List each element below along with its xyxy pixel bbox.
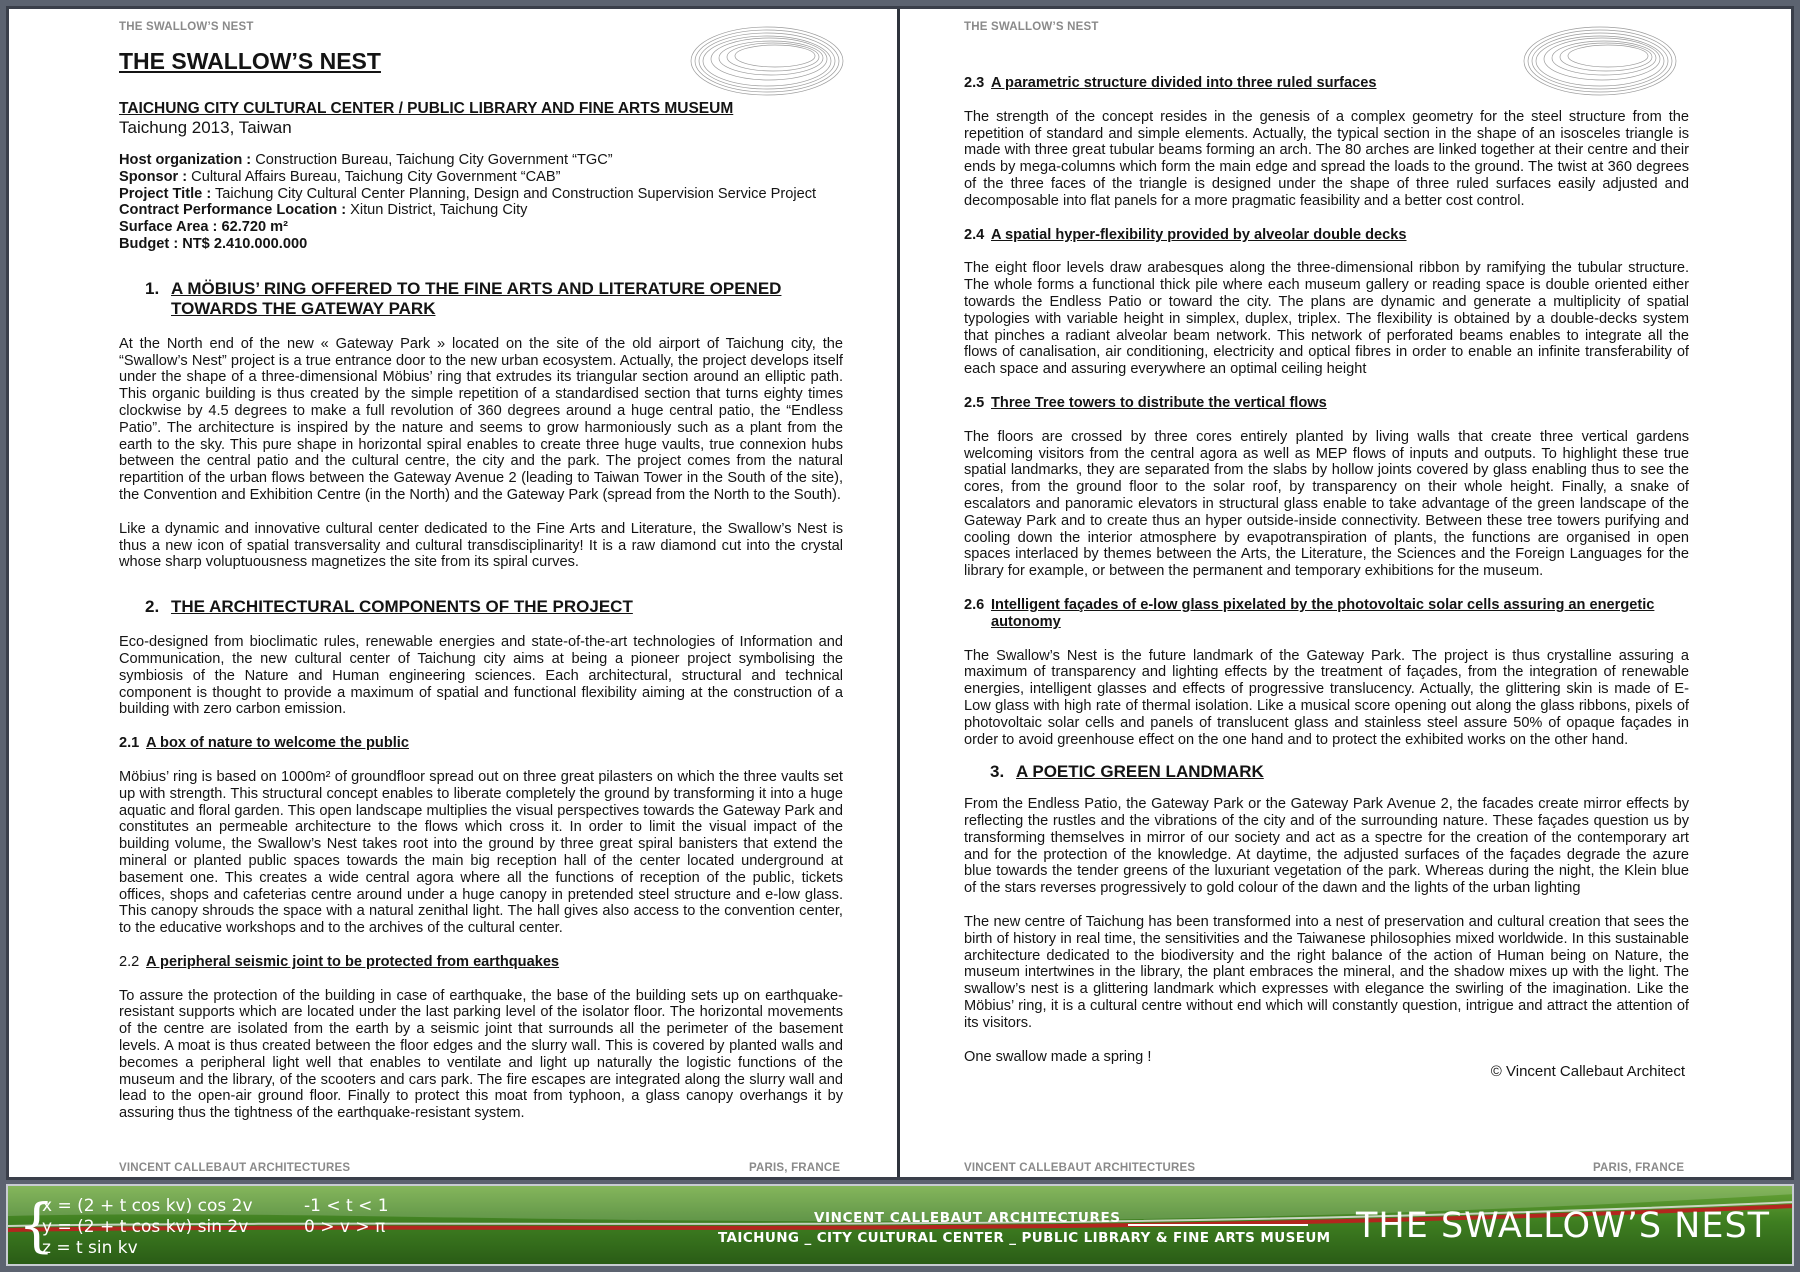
section-1-heading <box>119 279 843 319</box>
info-label: Surface Area : 62.720 m² <box>119 219 288 236</box>
footer-right: PARIS, FRANCE <box>1593 1162 1685 1174</box>
subsection-number: 2.2 <box>119 953 140 970</box>
info-value: Cultural Affairs Bureau, Taichung City Government “CAB” <box>187 168 561 185</box>
section-title-line: A MÖBIUS’ RING OFFERED TO THE FINE ARTS AND LITERATURE OPENED <box>171 278 782 298</box>
subsection-number: 2.1 <box>119 735 140 752</box>
paragraph: The Swallow’s Nest is the future landmark of the Gateway Park. The project is thus crystalline assuring a maximum of transparency and lighting effects by the treatment of façades, from the integration of renewable energies, intelligent glasses and effects of progressive translucency. Actually, the glittering skin is made of E-Low glass with high rate of thermal isolation. Like a musical score opening out along the glass ribbons, pixels of photovoltaic solar cells and panels of translucent glass and stainless steel assure 50% of opaque façades in order to avoid greenhouse effect on the one hand and to protect the exhibited works on the other hand. <box>964 647 1689 748</box>
paragraph: At the North end of the new « Gateway Park » located on the site of the old airport of Taichung city, the “Swallow’s Nest” project is a true entrance door to the new urban ecosystem. Actually, the project develops itself under the shape of a three-dimensional Möbius’ ring that extrudes its triangular section around an elliptic path. This organic building is thus created by the simple repetition of a standardised section that turns eighty times clockwise by 4.5 degrees to make a full revolution of 360 degrees around a huge central patio, the “Endless Patio”. The architecture is inspired by the nature and seems to grow harmoniously such as a plant from the earth to the sky. This pure shape in horizontal spiral enables to create three huge vaults, true connexion hubs between the central patio and the cultural centre, the city and the park. The project comes from the natural repartition of the urban flows between the Gateway Avenue 2 (leading to Taiwan Tower in the South of the site), the Convention and Exhibition Centre (in the North) and the Gateway Park (spread from the North to the South). <box>119 335 843 503</box>
subsection-title: A spatial hyper-flexibility provided by alveolar double decks <box>991 226 1407 243</box>
banner-architect: VINCENT CALLEBAUT ARCHITECTURES <box>814 1210 1121 1226</box>
info-label: Project Title : <box>119 185 212 202</box>
info-value: Taichung City Cultural Center Planning, Design and Construction Supervision Service Project <box>211 185 817 202</box>
subsection-title: Three Tree towers to distribute the vertical flows <box>991 394 1327 411</box>
page-title: THE SWALLOW’S NEST <box>119 48 381 74</box>
footer-left: VINCENT CALLEBAUT ARCHITECTURES <box>119 1162 351 1174</box>
subsection-title: Intelligent façades of e-low glass pixelated by the photovoltaic solar cells assuring an energetic autonomy <box>991 596 1655 630</box>
subsection-title: A peripheral seismic joint to be protected from earthquakes <box>146 953 560 970</box>
formula-brace: { <box>18 1191 55 1259</box>
section-title: THE ARCHITECTURAL COMPONENTS OF THE PROJECT <box>171 597 633 617</box>
paragraph: The new centre of Taichung has been transformed into a nest of preservation and cultural creation that sees the birth of history in real time, the sensitivities and the Taiwanese philosophies mixed worldwide. In this sustainable architecture dedicated to the biodiversity and the right balance of the action of Human being on Nature, the museum intertwines in the library, the plant embraces the mineral, and the shadow mixes up with the light. The swallow’s nest is a glittering landmark which expresses with elegance the swirling of the imagination. Like the Möbius’ ring, it is a cultural centre without end which will constantly question, intrigue and attract the attention of its visitors. <box>964 914 1689 1031</box>
project-place: Taichung 2013, Taiwan <box>119 118 292 137</box>
paragraph: To assure the protection of the building in case of earthquake, the base of the building sets up on earthquake-resistant supports which are located under the last parking level of the isolator floor. The horizontal movements of the centre are isolated from the earth by a seismic joint that surrounds all the perimeter of the basement levels. A moat is thus created between the floor edges and the slurry wall. This is covered by planted walls and becomes a peripheral light well that enables to ventilate and light up naturally the logistic functions of the museum and the library, of the scooters and cars park. The fire escapes are integrated along the slurry wall and lead to the open-air ground floor. Finally to protect this moat from typhoon, a glass canopy overhangs it by assuring thus the tightness of the earthquake-resistant system. <box>119 987 843 1122</box>
running-header: THE SWALLOW’S NEST <box>964 21 1099 33</box>
section-number: 1. <box>145 278 160 298</box>
section-title <box>171 279 781 319</box>
subsection-2-3-heading <box>964 75 1689 92</box>
subsection-number: 2.6 <box>964 596 985 613</box>
section-number: 3. <box>990 762 1005 782</box>
info-label: Contract Performance Location : <box>119 202 347 219</box>
subsection-2-2-heading <box>119 954 843 971</box>
info-row <box>119 169 843 186</box>
right-page-content <box>964 59 1689 1081</box>
info-row <box>119 219 843 236</box>
paragraph: Eco-designed from bioclimatic rules, renewable energies and state-of-the-art technologies of Information and Communication, the new cultural center of Taichung city aims at being a pioneer project symbolising the symbiosis of the Nature and Human engineering sciences. Each architectural, structural and technical component is thought to provide a maximum of spatial and functional flexibility aiming at the construction of a building with zero carbon emission. <box>119 634 843 718</box>
formula-x: x = (2 + t cos kv) cos 2v <box>42 1196 253 1216</box>
subsection-2-5-heading <box>964 395 1689 412</box>
info-value: Xitun District, Taichung City <box>346 202 528 219</box>
project-subtitle: TAICHUNG CITY CULTURAL CENTER / PUBLIC LIBRARY AND FINE ARTS MUSEUM <box>119 100 734 117</box>
range-t: -1 < t < 1 <box>304 1196 389 1216</box>
info-value: Construction Bureau, Taichung City Government “TGC” <box>251 152 613 168</box>
footer-right: PARIS, FRANCE <box>749 1162 841 1174</box>
formula-z: z = t sin kv <box>42 1238 138 1258</box>
bottom-banner <box>6 1184 1794 1266</box>
left-page-content <box>119 9 843 1122</box>
section-2-heading <box>119 597 843 617</box>
section-3-heading <box>964 762 1689 782</box>
subsection-number: 2.5 <box>964 394 985 411</box>
info-label: Sponsor : <box>119 168 188 185</box>
banner-divider <box>1128 1224 1308 1226</box>
subsection-2-6-heading <box>964 597 1689 631</box>
paragraph: The strength of the concept resides in the genesis of a complex geometry for the steel structure from the repetition of standard and simple elements. Actually, the typical section in the shape of an isosceles triangle is made with three great tubular beams forming an arch. The 80 arches are linked together at their centre and their ends by mega-columns which form the main edge and spread the loads to the ground. The twist at 360 degrees of the three faces of the triangle is designed under the shape of three ruled surfaces easily adjusted and decomposable into flat panels for a more pragmatic feasibility and a better cost control. <box>964 108 1689 209</box>
section-number: 2. <box>145 597 160 617</box>
project-info <box>119 152 843 253</box>
subsection-title: A box of nature to welcome the public <box>146 735 409 752</box>
subsection-title: A parametric structure divided into three ruled surfaces <box>991 75 1377 91</box>
paragraph: Like a dynamic and innovative cultural center dedicated to the Fine Arts and Literature, the Swallow’s Nest is thus a new icon of spatial transversality and cultural transdisciplinarity! It is a raw diamond cut into the crystal whose sharp voluptuousness magnetizes the site from its spiral curves. <box>119 520 843 571</box>
info-row <box>119 152 843 169</box>
banner-project: TAICHUNG _ CITY CULTURAL CENTER _ PUBLIC LIBRARY & FINE ARTS MUSEUM <box>718 1230 1331 1246</box>
subsection-number: 2.4 <box>964 226 985 243</box>
document-frame <box>6 6 1794 1180</box>
running-header: THE SWALLOW’S NEST <box>119 21 254 33</box>
paragraph: The eight floor levels draw arabesques along the three-dimensional ribbon by ramifying the tubular structure. The whole forms a functional thick pile where each museum gallery or reading space is double oriented either towards the Endless Patio or toward the city. The plans are dynamic and generate a multiplicity of spatial typologies with variable height in simplex, duplex, triplex. The flexibility is obtained by a double-decks system that pinches a radiant alveolar beam network. This network of perforated beams enables to integrate all the flows of canalisation, air conditioning, electricity and optical fibres in order to enable an infinite transferability of each space and assuring everywhere an optimal ceiling height <box>964 260 1689 378</box>
info-row <box>119 186 843 203</box>
footer-left: VINCENT CALLEBAUT ARCHITECTURES <box>964 1162 1196 1174</box>
copyright: © Vincent Callebaut Architect <box>1490 1063 1685 1081</box>
info-label: Host organization : <box>119 152 252 168</box>
parametric-formula <box>42 1196 389 1259</box>
section-title-line: TOWARDS THE GATEWAY PARK <box>171 298 436 318</box>
info-label: Budget : NT$ 2.410.000.000 <box>119 235 308 252</box>
left-page <box>9 9 900 1177</box>
subsection-2-4-heading <box>964 227 1689 244</box>
banner-title: THE SWALLOW’S NEST <box>1356 1206 1771 1246</box>
section-title: A POETIC GREEN LANDMARK <box>1016 762 1264 782</box>
subsection-number: 2.3 <box>964 75 985 91</box>
formula-y: y = (2 + t cos kv) sin 2v <box>42 1217 249 1237</box>
paragraph: One swallow made a spring ! <box>964 1048 1152 1065</box>
info-row <box>119 236 843 253</box>
paragraph: From the Endless Patio, the Gateway Park or the Gateway Park Avenue 2, the facades create mirror effects by reflecting the rustles and the vibrations of the city and of the surrounding nature. These façades question us by transforming themselves in mirror of our society and act as a spectre for the creation of the contemporary art and for the protection of the knowledge. At daytime, the adjusted surfaces of the façades degrade the azure blue towards the tender greens of the luxuriant vegetation of the park. Whereas during the night, the Klein blue of the stars reverses progressively to gold colour of the dawn and the lights of the urban lighting <box>964 796 1689 897</box>
range-v: 0 > v > π <box>304 1217 386 1237</box>
paragraph: The floors are crossed by three cores entirely planted by living walls that create three vertical gardens welcoming visitors from the central agora as well as MEP flows of inputs and outputs. To highlight these true spatial landmarks, they are separated from the slabs by hollow joints covered by glass enabling thus to see the cores, from the ground floor to the solar roof, by transparency on their whole height. Finally, a snake of escalators and panoramic elevators in structural glass enable to take advantage of the green landscape of the Gateway Park and to create thus an hyper outside-inside connectivity. Between these tree towers purifying and cooling down the interior atmosphere by evapotranspiration of plants, the functions are organised in open spaces interlaced by themes between the Arts, the Literature, the Sciences and the Foreign Languages for the library for example, or between the permanent and temporary exhibitions for the museum. <box>964 428 1689 580</box>
subsection-2-1-heading <box>119 735 843 752</box>
paragraph: Möbius’ ring is based on 1000m² of groundfloor spread out on three great pilasters on which the three vaults set up with strength. This structural concept enables to liberate completely the ground by transforming it into a huge aquatic and floral garden. This open landscape multiplies the visual perspectives towards the Gateway Park and constitutes an permeable architecture to the flows which cross it. In order to limit the visual impact of the building volume, the Swallow’s Nest takes root into the ground by three great spiral banisters that extend the mineral or planted public spaces towards the main big reception hall of the center located underground at basement one. This creates a wide central agora where all the functions of reception of the public, tickets offices, shops and cafeterias centre around under a huge canopy in pretended steel structure and e-low glass. This canopy shrouds the space with a natural zenithal light. The hall gives also access to the convention center, to the educative workshops and to the archives of the cultural center. <box>119 768 843 937</box>
info-row <box>119 202 843 219</box>
right-page <box>903 9 1791 1177</box>
